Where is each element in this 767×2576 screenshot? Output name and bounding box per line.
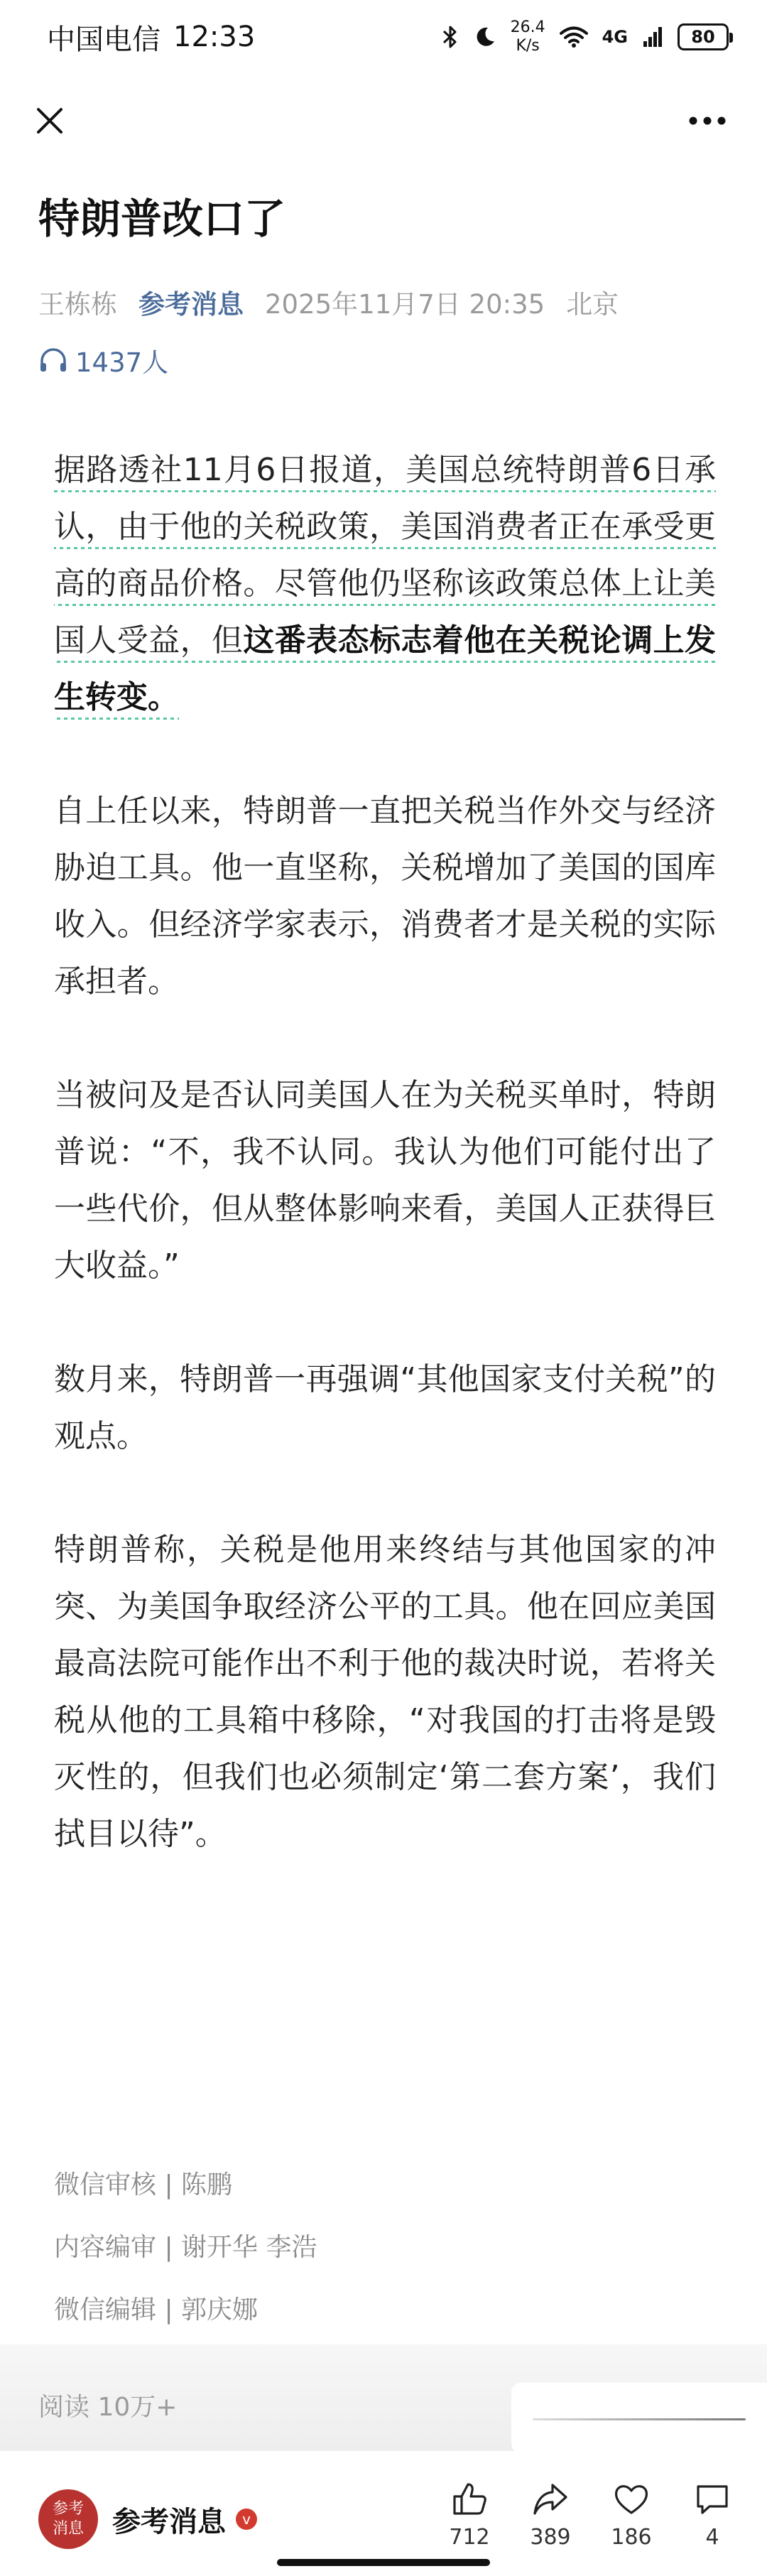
thumbs-up-icon bbox=[451, 2481, 488, 2518]
share-button[interactable] bbox=[510, 2481, 591, 2550]
article-header bbox=[38, 192, 720, 379]
clock: 12:33 bbox=[173, 21, 256, 53]
paragraph-1 bbox=[54, 442, 716, 726]
account-name[interactable]: 参考消息 bbox=[112, 2505, 226, 2538]
share-icon bbox=[532, 2481, 569, 2518]
bluetooth-icon bbox=[441, 24, 459, 50]
read-bar bbox=[0, 2344, 767, 2451]
comment-input-line bbox=[533, 2418, 746, 2420]
like-button[interactable] bbox=[429, 2481, 510, 2550]
status-right bbox=[441, 18, 729, 55]
home-indicator[interactable] bbox=[277, 2559, 490, 2566]
speed-value: 26.4 bbox=[510, 18, 545, 36]
share-count: 389 bbox=[530, 2525, 571, 2550]
speed-unit: K/s bbox=[516, 37, 540, 55]
headphones-icon bbox=[38, 346, 68, 374]
bottom-bar bbox=[0, 2462, 767, 2576]
comment-icon bbox=[694, 2481, 731, 2518]
battery-level: 80 bbox=[691, 27, 715, 47]
heart-icon bbox=[613, 2481, 650, 2518]
battery-indicator bbox=[678, 23, 729, 50]
more-icon bbox=[687, 115, 727, 126]
nav-bar bbox=[0, 85, 767, 156]
signal-icon bbox=[642, 26, 663, 48]
credit-line: 微信编辑 | 郭庆娜 bbox=[54, 2295, 259, 2325]
network-type: 4G bbox=[602, 27, 628, 47]
favorite-button[interactable] bbox=[591, 2481, 672, 2550]
source-account-link[interactable]: 参考消息 bbox=[138, 289, 244, 320]
more-button[interactable] bbox=[679, 92, 736, 149]
read-count: 阅读 10万+ bbox=[38, 2393, 178, 2422]
account-entry[interactable] bbox=[38, 2489, 257, 2549]
account-avatar[interactable]: 参考消息 bbox=[38, 2489, 98, 2549]
moon-icon bbox=[474, 26, 496, 48]
author[interactable]: 王栋栋 bbox=[38, 289, 117, 320]
close-button[interactable] bbox=[21, 92, 78, 149]
article-meta bbox=[38, 283, 720, 321]
action-group bbox=[429, 2481, 753, 2550]
listen-button[interactable] bbox=[38, 341, 720, 379]
network-speed bbox=[511, 18, 545, 55]
publish-date: 2025年11月7日 20:35 bbox=[265, 289, 545, 320]
bold-highlight-text[interactable]: 这番表态标志着他在关税论调上发生转变。 bbox=[54, 622, 716, 720]
credit-line: 内容编审 | 谢开华 李浩 bbox=[54, 2233, 317, 2262]
paragraph-5: 特朗普称，关税是他用来终结与其他国家的冲突、为美国争取经济公平的工具。他在回应美国最高法院可能作出不利于他的裁决时说，若将关税从他的工具箱中移除，“对我国的打击将是毁灭性的，但我们也必须制定‘第二套方案’，我们拭目以待”。 bbox=[54, 1532, 716, 1852]
comment-count: 4 bbox=[705, 2525, 719, 2550]
comment-input[interactable] bbox=[511, 2383, 767, 2454]
verified-badge: v bbox=[236, 2509, 257, 2530]
editor-credits bbox=[54, 2154, 693, 2342]
comment-button[interactable] bbox=[672, 2481, 753, 2550]
wifi-icon bbox=[560, 26, 588, 48]
like-count: 712 bbox=[449, 2525, 490, 2550]
listener-count: 1437人 bbox=[75, 347, 169, 378]
publish-location: 北京 bbox=[566, 289, 619, 320]
credit-line: 微信审核 | 陈鹏 bbox=[54, 2170, 233, 2199]
paragraph-4: 数月来，特朗普一再强调“其他国家支付关税”的观点。 bbox=[54, 1361, 716, 1454]
favorite-count: 186 bbox=[611, 2525, 652, 2550]
highlighted-text[interactable]: 据路透社11月6日报道，美国总统特朗普6日承认，由于他的关税政策，美国消费者正在承受更高的商品价格。尽管他仍坚称该政策总体上让美国人受益，但 bbox=[54, 452, 716, 663]
carrier: 中国电信 bbox=[47, 23, 161, 56]
article-body bbox=[54, 442, 716, 1920]
status-left bbox=[47, 17, 255, 58]
paragraph-3: 当被问及是否认同美国人在为关税买单时，特朗普说：“不，我不认同。我认为他们可能付出了一些代价，但从整体影响来看，美国人正获得巨大收益。” bbox=[54, 1077, 716, 1284]
status-bar bbox=[0, 0, 767, 74]
paragraph-2: 自上任以来，特朗普一直把关税当作外交与经济胁迫工具。他一直坚称，关税增加了美国的国库收入。但经济学家表示，消费者才是关税的实际承担者。 bbox=[54, 793, 716, 1000]
article-title: 特朗普改口了 bbox=[38, 195, 286, 243]
close-icon bbox=[34, 105, 65, 136]
